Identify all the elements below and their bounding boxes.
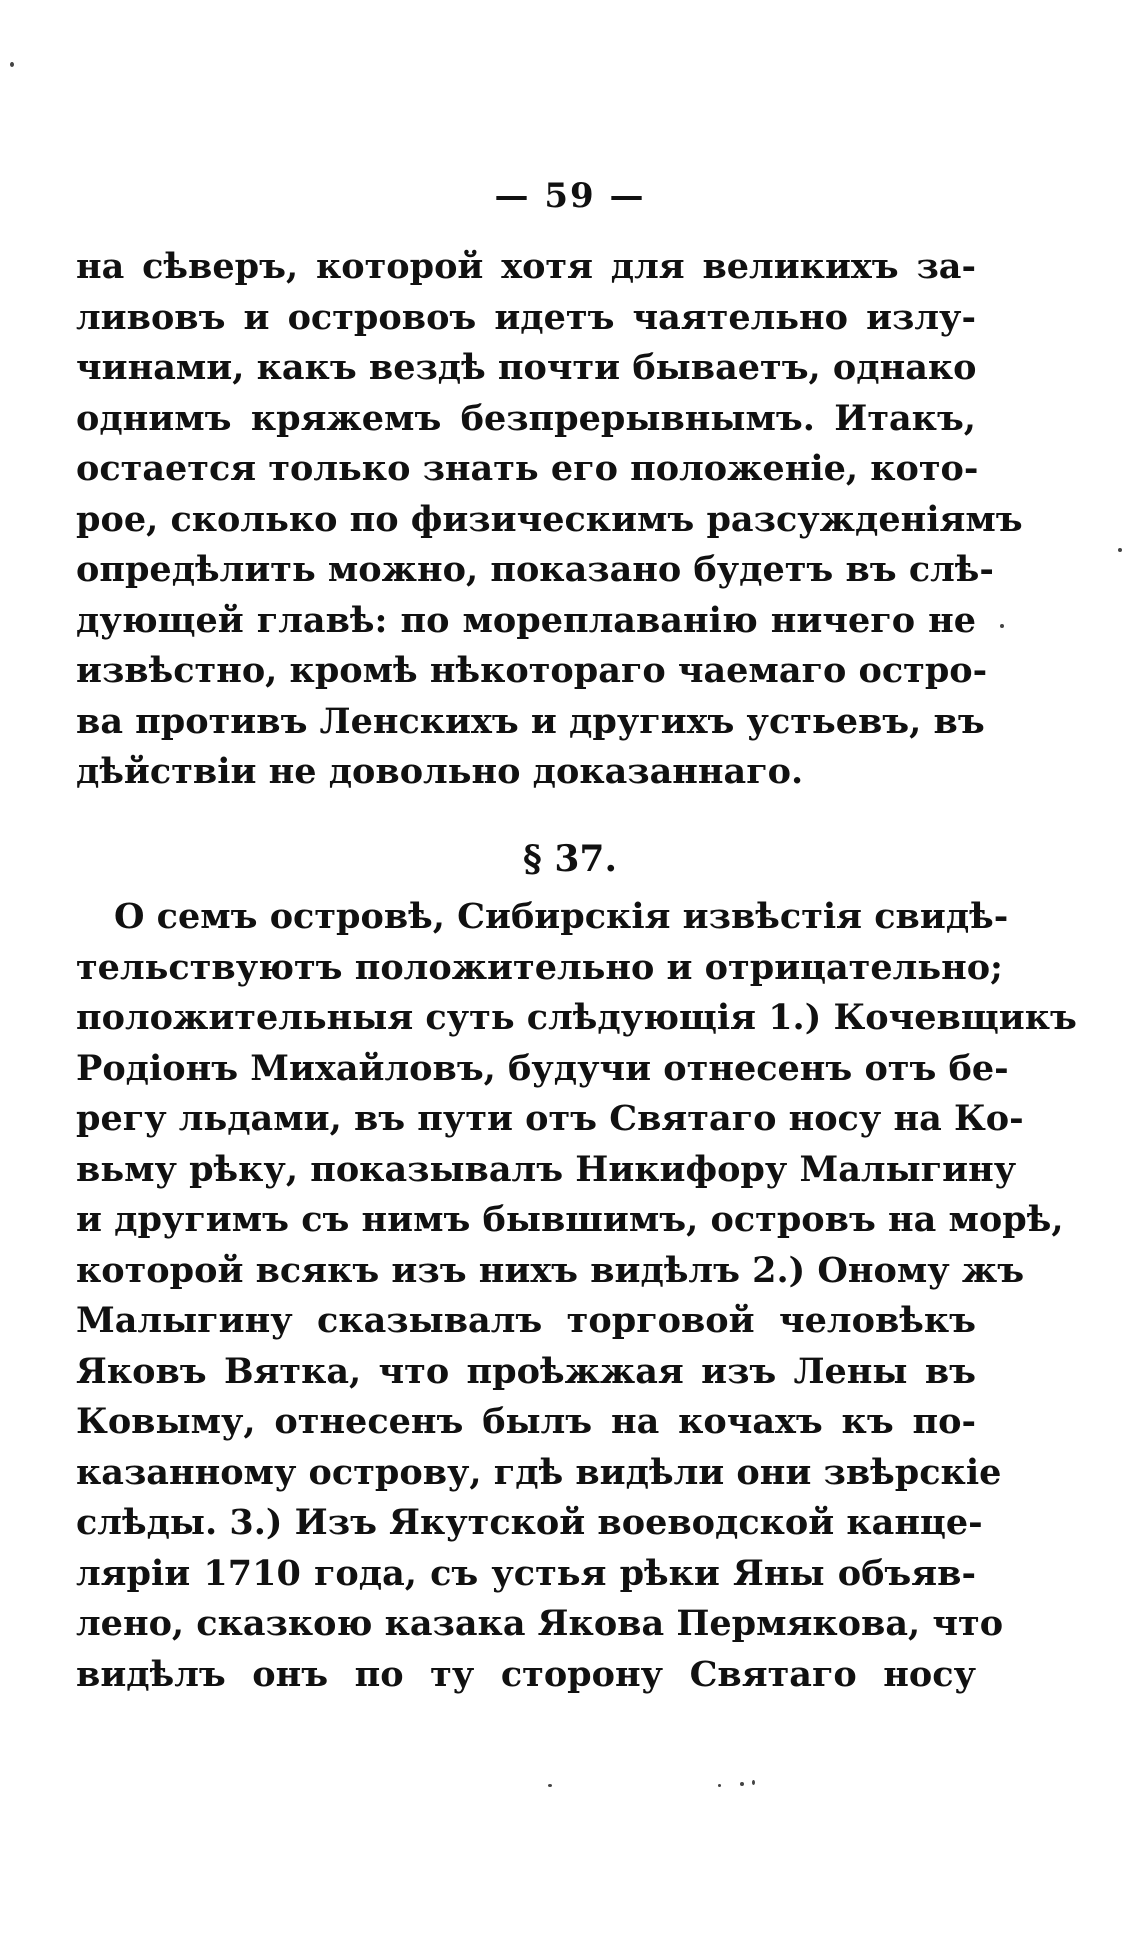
scan-speck: [548, 1784, 552, 1787]
text-line: ляріи 1710 года, съ устья рѣки Яны объяв-: [76, 1552, 976, 1594]
text-line: вьму рѣку, показывалъ Никифору Малыгину: [76, 1148, 1017, 1190]
scan-speck: [10, 62, 14, 67]
text-line: видѣлъ онъ по ту сторону Святаго носу: [76, 1653, 976, 1695]
text-line: дѣйствіи не довольно доказаннаго.: [76, 751, 804, 792]
text-line: Яковъ Вятка, что проѣжжая изъ Лены въ: [76, 1350, 976, 1392]
text-line: и другимъ съ нимъ бывшимъ, островъ на морѣ,: [76, 1199, 1064, 1240]
text-line: которой всякъ изъ нихъ видѣлъ 2.) Оному жъ: [76, 1249, 1025, 1291]
text-line: извѣстно, кромѣ нѣкотораго чаемаго остро-: [76, 650, 988, 691]
text-line: рое, сколько по физическимъ разсужденіямъ: [76, 498, 1023, 540]
text-line: казанному острову, гдѣ видѣли они звѣрскіе: [76, 1451, 1002, 1493]
scan-speck: [718, 1784, 721, 1787]
text-line: лено, сказкою казака Якова Пермякова, что: [76, 1603, 1004, 1644]
text-line: регу льдами, въ пути отъ Святаго носу на Ко-: [76, 1098, 1024, 1139]
paragraph-section-37: [76, 892, 1077, 1700]
scan-speck: [1118, 548, 1122, 552]
text-line: чинами, какъ вездѣ почти бываетъ, однако: [76, 347, 977, 388]
text-line: однимъ кряжемъ безпрерывнымъ. Итакъ,: [76, 397, 976, 439]
text-line: О семъ островѣ, Сибирскія извѣстія свидѣ-: [114, 896, 1009, 937]
text-line: Ковыму, отнесенъ былъ на кочахъ къ по-: [76, 1401, 976, 1442]
text-line: Родіонъ Михайловъ, будучи отнесенъ отъ бе-: [76, 1047, 1009, 1089]
scan-speck: [740, 1782, 744, 1786]
scan-speck: [752, 1780, 755, 1785]
paragraph-continuation: [76, 242, 1023, 798]
text-line: остается только знать его положеніе, кото-: [76, 448, 979, 489]
text-line: положительныя суть слѣдующія 1.) Кочевщикъ: [76, 997, 1077, 1038]
section-heading: § 37.: [523, 838, 617, 880]
text-line: ва противъ Ленскихъ и другихъ устьевъ, въ: [76, 700, 985, 742]
text-line: тельствуютъ положительно и отрицательно;: [76, 946, 1003, 988]
page-number: — 59 —: [494, 176, 646, 216]
text-line: слѣды. 3.) Изъ Якутской воеводской канце-: [76, 1502, 983, 1543]
text-line: на сѣверъ, которой хотя для великихъ за-: [76, 246, 976, 287]
text-line: Малыгину сказывалъ торговой человѣкъ: [76, 1300, 976, 1341]
text-line: опредѣлить можно, показано будетъ въ слѣ-: [76, 549, 994, 590]
text-line: ливовъ и островоъ идетъ чаятельно излу-: [76, 296, 976, 338]
text-line: дующей главѣ: по мореплаванію ничего не: [76, 599, 976, 641]
scan-speck: [1000, 624, 1004, 628]
